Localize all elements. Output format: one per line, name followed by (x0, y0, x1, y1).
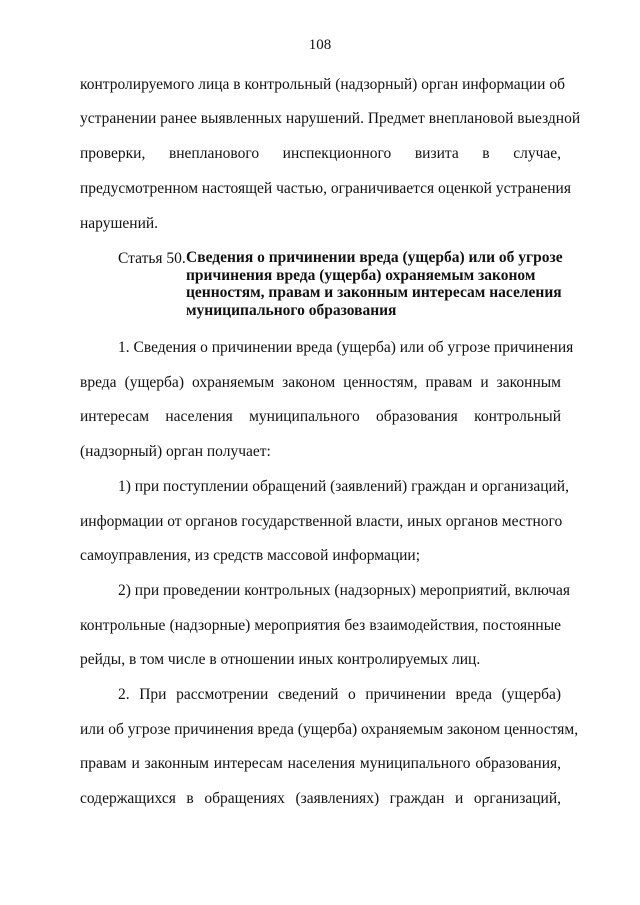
article-title (186, 249, 566, 319)
page-number: 108 (308, 37, 332, 53)
text-line: 2. При рассмотрении сведений о причинении вреда (ущерба) (118, 686, 561, 703)
article-title-line: ценностям, правам и законным интересам населения (186, 284, 562, 301)
article-title-line: муниципального образования (186, 301, 397, 319)
article-title-line: причинения вреда (ущерба) охраняемым законом (186, 266, 536, 284)
text-line: нарушений. (80, 215, 159, 232)
text-line: вреда (ущерба) охраняемым законом ценностям, правам и законным (80, 374, 561, 391)
text-line: устранении ранее выявленных нарушений. Предмет внеплановой выездной (80, 110, 581, 127)
text-line: рейды, в том числе в отношении иных контролируемых лиц. (80, 651, 481, 668)
text-line: проверки, внепланового инспекционного визита в случае, (80, 145, 561, 162)
text-line: информации от органов государственной власти, иных органов местного (80, 513, 563, 530)
text-line: 2) при проведении контрольных (надзорных) мероприятий, включая (118, 582, 570, 599)
text-line: (надзорный) орган получает: (80, 443, 271, 460)
text-line: правам и законным интересам населения муниципального образования, (80, 755, 561, 772)
text-line: самоуправления, из средств массовой информации; (80, 547, 421, 564)
article-label: Статья 50. (118, 250, 186, 267)
text-line: интересам населения муниципального образования контрольный (80, 408, 561, 425)
text-line: 1) при поступлении обращений (заявлений) граждан и организаций, (118, 478, 569, 495)
text-line: предусмотренном настоящей частью, ограничивается оценкой устранения (80, 180, 571, 197)
text-line: контрольные (надзорные) мероприятия без взаимодействия, постоянные (80, 617, 561, 634)
text-line: 1. Сведения о причинении вреда (ущерба) или об угрозе причинения (118, 339, 574, 356)
text-line: контролируемого лица в контрольный (надзорный) орган информации об (80, 76, 565, 93)
article-title-line: Сведения о причинении вреда (ущерба) или об угрозе (186, 249, 563, 266)
text-line: или об угрозе причинения вреда (ущерба) охраняемым законом ценностям, (80, 721, 579, 738)
text-line: содержащихся в обращениях (заявлениях) граждан и организаций, (80, 790, 561, 807)
